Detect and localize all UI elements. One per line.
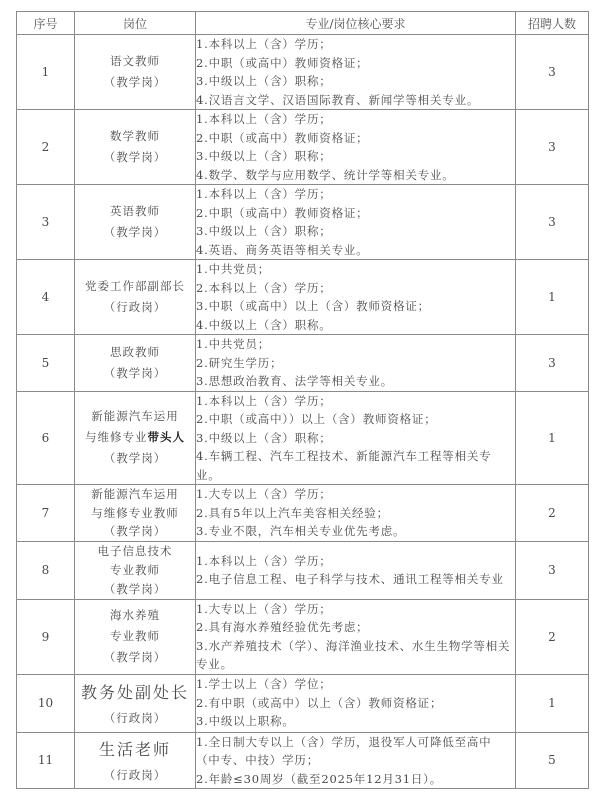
requirement-item: 3.中级以上（含）职称； [196,74,332,88]
requirement-item: 3.中级以上职称。 [196,714,295,729]
row-count: 3 [516,335,589,392]
requirement-item: 4.中级以上（含）职称。 [196,317,332,332]
position-type: （教学岗） [103,581,167,596]
position-title: 新能源汽车运用 [91,487,179,501]
position-title-line2: 与维修专业教师 [91,505,179,520]
row-position [75,732,196,789]
table-row [17,674,589,732]
row-no: 11 [17,732,75,789]
recruitment-table [16,11,589,789]
header-count: 招聘人数 [516,12,589,35]
table-header-row [17,12,589,35]
table-row [17,260,589,335]
row-requirements [196,541,516,599]
row-count: 1 [516,674,589,732]
table-row [17,185,589,260]
requirement-item: 2.电子信息工程、电子科学与技术、通讯工程等相关专业 [196,572,504,586]
table-row [17,599,589,674]
row-requirements [196,599,516,674]
requirement-item: 3.水产养殖技术（学）、海洋渔业技术、水生生物学等相关专业。 [196,638,511,671]
row-count: 3 [516,541,589,599]
requirement-item: 2.研究生学历； [196,355,283,370]
requirement-item: 1.大专以上（含）学历； [196,487,332,501]
requirement-item: 2.具有海水养殖经验优先考虑； [196,620,369,634]
row-position [75,335,196,392]
row-no: 9 [17,599,75,674]
requirement-item: 2.中职（或高中）教师资格证； [196,205,369,220]
requirement-item: 1.本科以上（含）学历； [196,553,332,568]
requirement-item: 3.专业不限，汽车相关专业优先考虑。 [196,524,406,538]
position-type: （行政岗） [103,300,167,314]
table-row [17,485,589,542]
row-no: 2 [17,110,75,185]
requirement-item: 2.本科以上（含）学历； [196,280,332,295]
row-count: 1 [516,391,589,485]
row-requirements [196,391,516,485]
position-type: （行政岗） [103,710,167,725]
row-requirements [196,335,516,392]
requirement-item: 1.本科以上（含）学历； [196,37,332,51]
table-row [17,391,589,485]
row-count: 3 [516,35,589,110]
requirement-item: 4.英语、商务英语等相关专业。 [196,242,369,257]
row-position [75,185,196,260]
position-title-bold: 带头人 [147,430,185,445]
requirement-item: 1.中共党员； [196,262,271,276]
position-type: （教学岗） [103,365,167,380]
row-no: 5 [17,335,75,392]
row-count: 2 [516,599,589,674]
requirement-item: 2.具有5年以上汽车美容相关经验； [196,505,389,520]
position-type: （教学岗） [103,451,167,466]
position-type: （行政岗） [103,767,167,782]
row-position [75,599,196,674]
row-position [75,674,196,732]
position-title: 党委工作部副部长 [85,279,185,293]
row-count: 1 [516,260,589,335]
row-count: 3 [516,110,589,185]
row-requirements [196,35,516,110]
table-row [17,335,589,392]
requirement-item: 3.中职（或高中）以上（含）教师资格证； [196,299,430,313]
header-requirements: 专业/岗位核心要求 [196,12,516,35]
position-title: 英语教师 [110,204,160,218]
requirement-item: 2.有中职（或高中）以上（含）教师资格证； [196,695,443,710]
table-row [17,35,589,110]
position-title-part: 与维修专业 [85,430,148,445]
row-count: 2 [516,485,589,542]
requirement-item: 2.中职（或高中）教师资格证； [196,130,369,145]
requirement-item: 4.汉语言文学、汉语国际教育、新闻学等相关专业。 [196,92,480,107]
position-title: 思政教师 [110,344,160,359]
requirement-item: 3.中级以上（含）职称； [196,430,332,445]
position-title-line2: 专业教师 [110,562,160,577]
requirement-item: 1.本科以上（含）学历； [196,187,332,201]
requirement-item: 1.本科以上（含）学历； [196,393,332,408]
row-requirements [196,110,516,185]
row-requirements [196,185,516,260]
requirement-item: 4.数学、数学与应用数学、统计学等相关专业。 [196,167,455,182]
row-position [75,260,196,335]
row-no: 3 [17,185,75,260]
row-requirements [196,260,516,335]
requirement-item: 1.本科以上（含）学历； [196,112,332,126]
table-row [17,732,589,789]
row-requirements [196,674,516,732]
row-position [75,541,196,599]
row-position [75,485,196,542]
row-count: 3 [516,185,589,260]
requirement-item: 3.中级以上（含）职称； [196,149,332,163]
row-position [75,391,196,485]
row-position [75,110,196,185]
position-title: 语文教师 [110,54,160,68]
row-no: 6 [17,391,75,485]
row-no: 10 [17,674,75,732]
position-title-line2 [75,427,195,448]
requirement-item: 3.思想政治教育、法学等相关专业。 [196,374,394,388]
position-type: （教学岗） [103,524,167,538]
header-no: 序号 [17,12,75,35]
row-requirements [196,732,516,789]
row-no: 8 [17,541,75,599]
position-type: （教学岗） [103,225,167,239]
position-title: 生活老师 [98,739,171,759]
requirement-item: 2.中职（或高中）教师资格证； [196,55,369,70]
position-title-line2: 专业教师 [110,629,160,643]
row-no: 7 [17,485,75,542]
requirement-item: 4.车辆工程、汽车工程技术、新能源汽车工程等相关专业。 [196,449,492,482]
position-type: （教学岗） [103,650,167,664]
table-row [17,110,589,185]
requirement-item: 1.学士以上（含）学位； [196,677,332,692]
row-requirements [196,485,516,542]
position-title: 新能源汽车运用 [91,409,179,424]
requirement-item: 2.中职（或高中））以上（含）教师资格证； [196,412,437,426]
position-type: （教学岗） [103,150,167,164]
header-position: 岗位 [75,12,196,35]
position-type: （教学岗） [103,75,167,89]
position-title: 电子信息技术 [97,543,173,558]
requirement-item: 3.中级以上（含）职称； [196,224,332,238]
requirement-item: 2.年龄≤30周岁（截至2025年12月31日）。 [196,771,443,786]
row-count: 5 [516,732,589,789]
row-no: 4 [17,260,75,335]
row-no: 1 [17,35,75,110]
row-position [75,35,196,110]
requirement-item: 1.中共党员； [196,337,271,351]
requirement-item: 1.大专以上（含）学历； [196,601,332,616]
position-title: 海水养殖 [110,608,160,622]
position-title: 数学教师 [110,129,160,143]
position-title: 教务处副处长 [80,682,189,702]
table-row [17,541,589,599]
requirement-item: 1.全日制大专以上（含）学历，退役军人可降低至高中（中专、中技）学历； [196,734,492,767]
